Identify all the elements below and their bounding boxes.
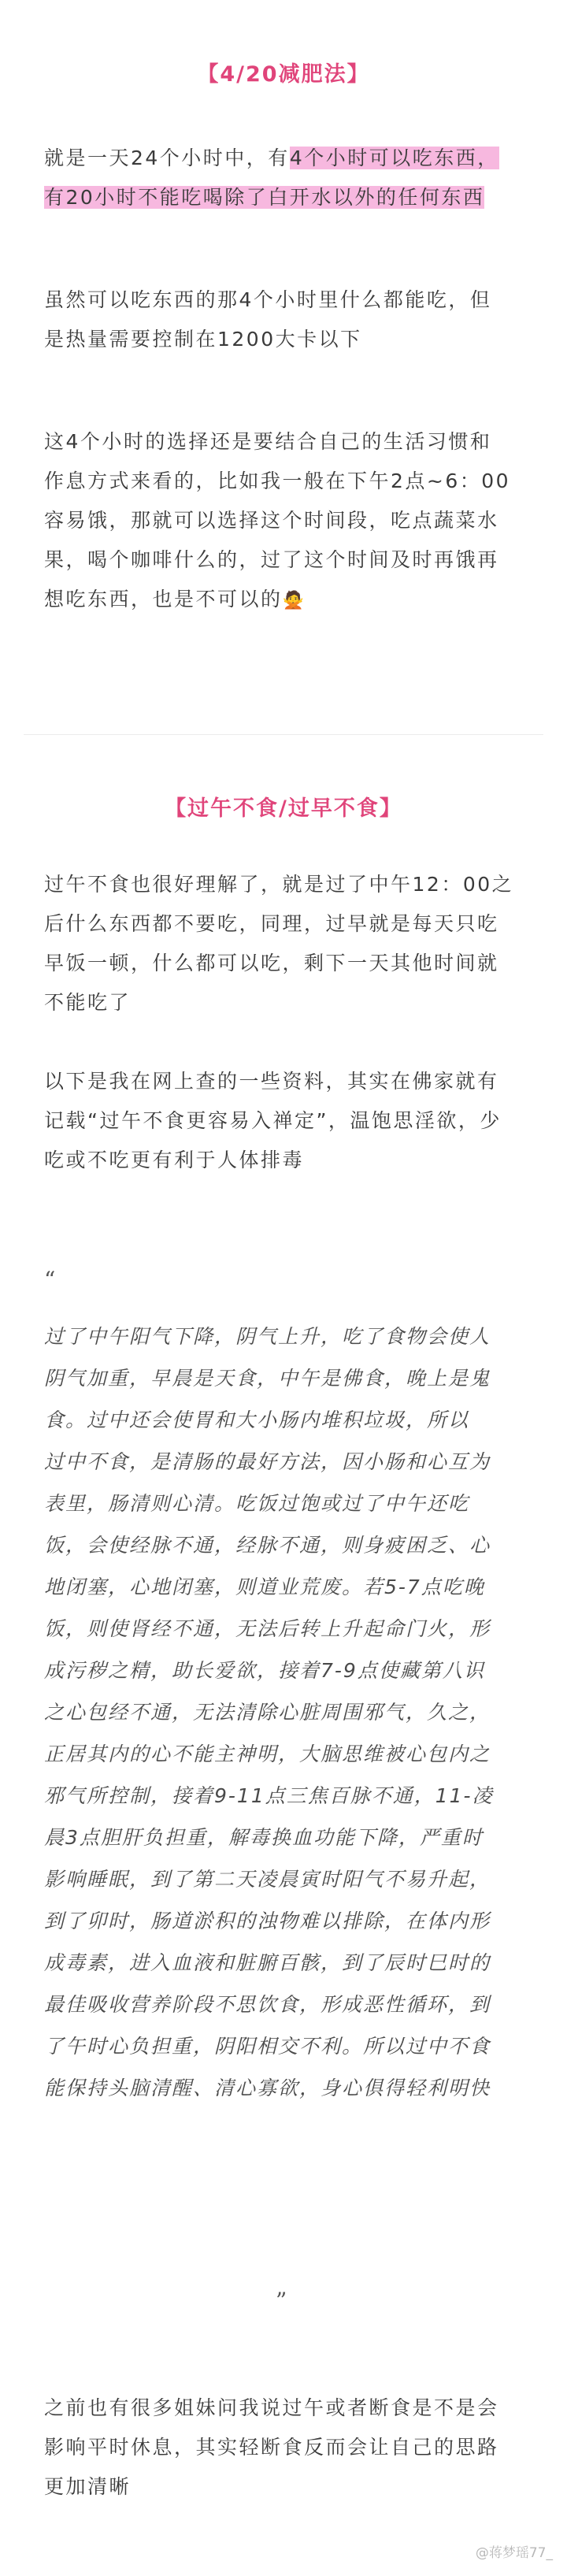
quoted-passage — [44, 1316, 521, 2109]
paragraph-fasting-explain — [44, 865, 521, 1023]
quote-line: 邪气所控制，接着9-11点三焦百脉不通，11-凌 — [44, 1784, 494, 1807]
paragraph-line: 过午不食也很好理解了，就是过了中午12：00之 — [44, 873, 514, 896]
quote-line: 到了卯时，肠道淤积的浊物难以排除，在体内形 — [44, 1910, 491, 1932]
intro-text: 就是一天24个小时中，有 — [44, 147, 290, 169]
quote-line: 影响睡眠，到了第二天凌晨寅时阳气不易升起， — [44, 1868, 491, 1891]
highlight-text-2: 有20小时不能吃喝除了白开水以外的任何东西 — [44, 186, 485, 209]
section-heading-4-20: 【4/20减肥法】 — [197, 62, 370, 87]
paragraph-line — [44, 580, 521, 621]
no-gesture-icon: 🙅 — [282, 591, 306, 611]
quote-line: 表里，肠清则心清。吃饭过饱或过了中午还吃 — [44, 1492, 470, 1515]
paragraph-intro — [44, 139, 521, 217]
quote-line: 最佳吸收营养阶段不思饮食，形成恶性循环，到 — [44, 1993, 491, 2016]
quote-line: 阴气加重，早晨是天食，中午是佛食，晚上是鬼 — [44, 1367, 491, 1390]
paragraph-line: 吃或不吃更有利于人体排毒 — [44, 1149, 305, 1171]
paragraph-line: 不能吃了 — [44, 991, 132, 1014]
paragraph-line-text: 想吃东西，也是不可以的 — [44, 588, 283, 611]
paragraph-line: 影响平时休息，其实轻断食反而会让自己的思路 — [44, 2436, 499, 2459]
close-quote-mark: ” — [276, 2288, 287, 2314]
paragraph-line: 容易饿，那就可以选择这个时间段，吃点蔬菜水 — [44, 509, 499, 532]
paragraph-line: 更加清晰 — [44, 2475, 132, 2498]
quote-line: 能保持头脑清醒、清心寡欲，身心俱得轻利明快 — [44, 2077, 491, 2099]
paragraph-line: 记载“过午不食更容易入禅定”，温饱思淫欲，少 — [44, 1109, 502, 1132]
quote-line: 成污秽之精，助长爱欲，接着7-9点使藏第八识 — [44, 1659, 485, 1682]
watermark: @蒋梦瑶77_ — [475, 2545, 553, 2561]
paragraph-line: 以下是我在网上查的一些资料，其实在佛家就有 — [44, 1070, 499, 1093]
quote-line: 了午时心负担重，阴阳相交不利。所以过中不食 — [44, 2035, 491, 2058]
section-heading-fasting: 【过午不食/过早不食】 — [165, 796, 402, 821]
paragraph-closing — [44, 2389, 521, 2507]
section-divider — [24, 734, 543, 735]
highlight-text-1: 4个小时可以吃东西， — [289, 147, 499, 169]
paragraph-line: 之前也有很多姐妹问我说过午或者断食是不是会 — [44, 2396, 499, 2419]
paragraph-calories — [44, 280, 521, 359]
quote-line: 饭，会使经脉不通，经脉不通，则身疲困乏、心 — [44, 1534, 491, 1557]
paragraph-line: 早饭一顿，什么都可以吃，剩下一天其他时间就 — [44, 952, 499, 974]
quote-line: 食。过中还会使胃和大小肠内堆积垃圾，所以 — [44, 1409, 470, 1431]
paragraph-line: 虽然可以吃东西的那4个小时里什么都能吃，但 — [44, 288, 492, 311]
paragraph-line: 果，喝个咖啡什么的，过了这个时间及时再饿再 — [44, 548, 499, 571]
intro-line-2 — [44, 178, 521, 217]
paragraph-line: 这4个小时的选择还是要结合自己的生活习惯和 — [44, 430, 492, 453]
paragraph-research — [44, 1062, 521, 1180]
quote-line: 过了中午阳气下降，阴气上升，吃了食物会使人 — [44, 1325, 491, 1348]
quote-line: 之心包经不通，无法清除心脏周围邪气，久之， — [44, 1701, 491, 1724]
quote-line: 过中不食，是清肠的最好方法，因小肠和心互为 — [44, 1450, 491, 1473]
quote-line: 晨3点胆肝负担重，解毒换血功能下降，严重时 — [44, 1826, 484, 1849]
quote-line: 成毒素，进入血液和脏腑百骸，到了辰时巳时的 — [44, 1951, 491, 1974]
quote-line: 地闭塞，心地闭塞，则道业荒废。若5-7点吃晚 — [44, 1576, 485, 1598]
paragraph-line: 后什么东西都不要吃，同理，过早就是每天只吃 — [44, 912, 499, 935]
paragraph-line: 是热量需要控制在1200大卡以下 — [44, 328, 362, 351]
open-quote-mark: “ — [44, 1267, 56, 1293]
intro-line-1 — [44, 139, 521, 178]
quote-line: 饭，则使肾经不通，无法后转上升起命门火，形 — [44, 1617, 491, 1640]
quote-line: 正居其内的心不能主神明，大脑思维被心包内之 — [44, 1743, 491, 1765]
paragraph-line: 作息方式来看的，比如我一般在下午2点~6：00 — [44, 470, 511, 492]
paragraph-schedule — [44, 422, 521, 621]
